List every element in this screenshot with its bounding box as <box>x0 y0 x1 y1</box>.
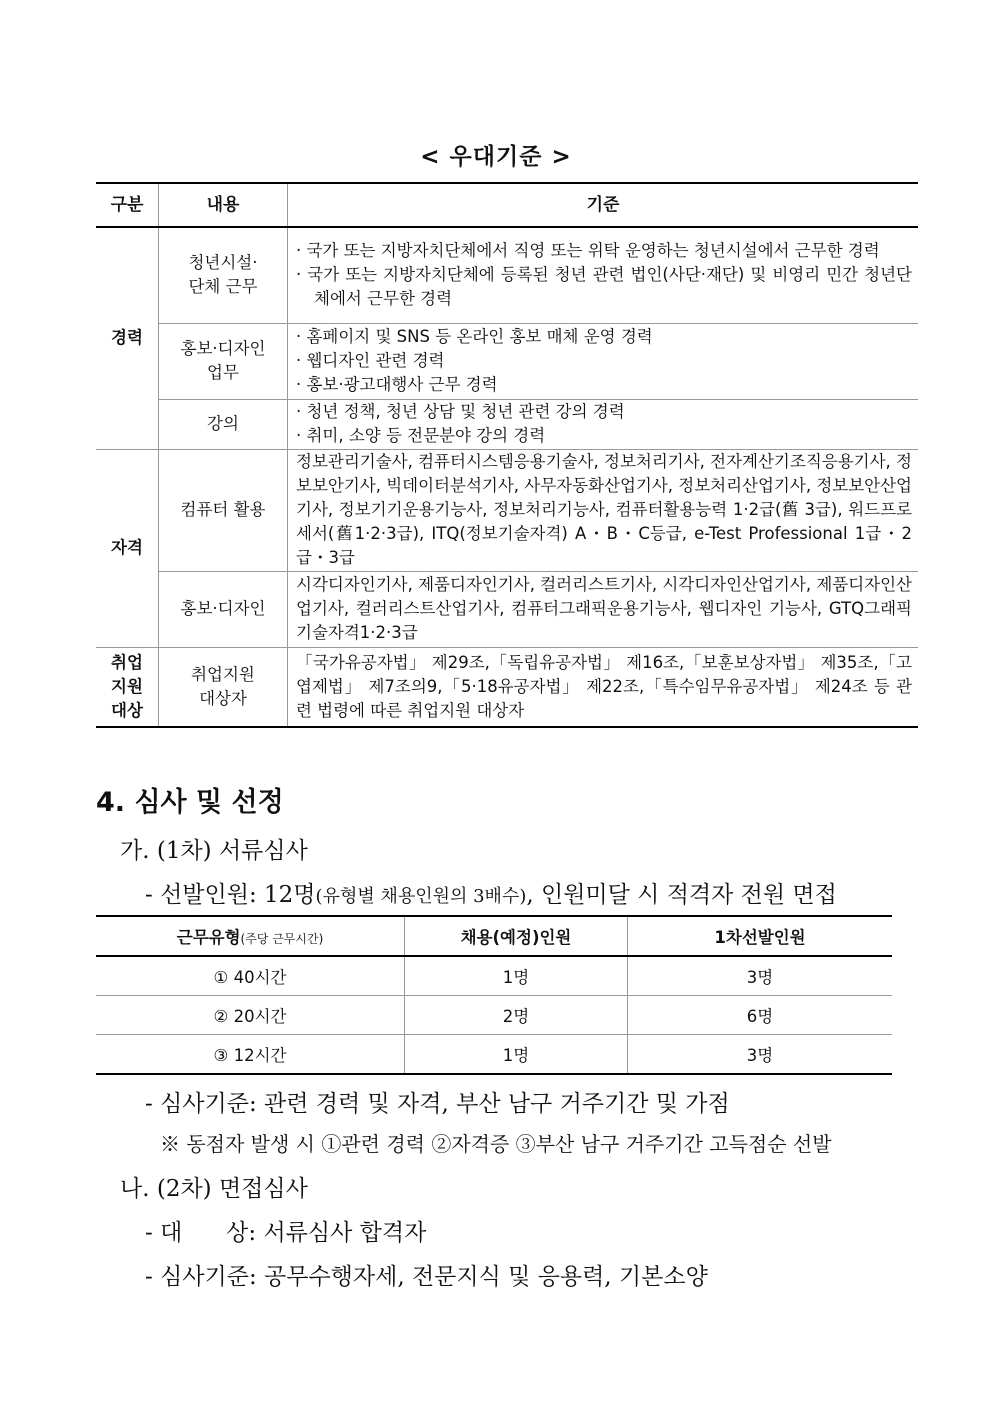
header-criteria: 기준 <box>288 183 919 227</box>
tie-break-note: ※ 동점자 발생 시 ①관련 경력 ②자격증 ③부산 남구 거주기간 고득점순 선발 <box>160 1132 832 1156</box>
header-work-type: 근무유형(주당 근무시간) <box>96 916 405 956</box>
criteria-item: · 청년 정책, 청년 상담 및 청년 관련 강의 경력 <box>296 402 625 421</box>
criteria-item: · 국가 또는 지방자치단체에 등록된 청년 관련 법인(사단·재단) 및 비영리 민간 청년단체에서 근무한 경력 <box>296 265 912 309</box>
table-row <box>96 647 918 727</box>
criteria-cell <box>288 399 919 449</box>
criteria-item: · 웹디자인 관련 경력 <box>296 351 445 370</box>
target-line: - 대 상: 서류심사 합격자 <box>145 1220 427 1246</box>
work-type-cell: ③ 12시간 <box>96 1035 405 1075</box>
header-content: 내용 <box>159 183 288 227</box>
table-row <box>96 1035 892 1075</box>
criteria-item: · 국가 또는 지방자치단체에서 직영 또는 위탁 운영하는 청년시설에서 근무한 경력 <box>296 241 880 261</box>
preference-table <box>96 182 918 728</box>
subcategory-cell: 취업지원 대상자 <box>159 647 288 727</box>
table-row <box>96 571 918 647</box>
table-header-row <box>96 183 918 227</box>
criteria-cell: 정보관리기술사, 컴퓨터시스템응용기술사, 정보처리기사, 전자계산기조직응용기사, 정보보안기사, 빅데이터분석기사, 사무자동화산업기사, 정보처리산업기사, 정보보안산업기사, 정보기기운용기능사, 정보처리기능사, 컴퓨터활용능력 1·2급(舊 3급), 워드프로세서(舊1·2·3급), ITQ(정보기술자격) A・B・C등급, e-Test Professional 1급・2급・3급 <box>288 449 919 571</box>
hire-count-cell: 1명 <box>405 1035 628 1075</box>
section-heading: 4. 심사 및 선정 <box>96 787 284 818</box>
category-career: 경력 <box>96 227 159 449</box>
table-row <box>96 227 918 323</box>
selection-rest: , 인원미달 시 적격자 전원 면접 <box>526 882 837 908</box>
page-title: < 우대기준 > <box>420 144 572 170</box>
subcategory-cell: 청년시설· 단체 근무 <box>159 227 288 323</box>
table-row <box>96 323 918 399</box>
criteria-cell <box>288 227 919 323</box>
header-category: 구분 <box>96 183 159 227</box>
subcategory-cell: 강의 <box>159 399 288 449</box>
hire-count-cell: 2명 <box>405 996 628 1035</box>
selection-count-line <box>145 876 837 909</box>
criteria-item: · 취미, 소양 등 전문분야 강의 경력 <box>296 426 546 445</box>
work-type-cell: ② 20시간 <box>96 996 405 1035</box>
category-employment: 취업 지원 대상 <box>96 647 159 727</box>
subcategory-cell: 홍보·디자인 <box>159 571 288 647</box>
hire-count-cell: 1명 <box>405 956 628 996</box>
criteria-item: · 홈페이지 및 SNS 등 온라인 홍보 매체 운영 경력 <box>296 327 653 346</box>
criteria-item: · 홍보·광고대행사 근무 경력 <box>296 375 498 394</box>
table-row <box>96 996 892 1035</box>
selection-table <box>96 915 892 1075</box>
table-row <box>96 399 918 449</box>
header-hire-count: 채용(예정)인원 <box>405 916 628 956</box>
first-selection-cell: 3명 <box>628 956 893 996</box>
table-row <box>96 956 892 996</box>
criteria-line: - 심사기준: 관련 경력 및 자격, 부산 남구 거주기간 및 가점 <box>145 1091 730 1117</box>
criteria-cell: 시각디자인기사, 제품디자인기사, 컬러리스트기사, 시각디자인산업기사, 제품디자인산업기사, 컬러리스트산업기사, 컴퓨터그래픽운용기능사, 웹디자인 기능사, GTQ그래픽기술자격1·2·3급 <box>288 571 919 647</box>
work-type-cell: ① 40시간 <box>96 956 405 996</box>
subsection-na: 나. (2차) 면접심사 <box>120 1176 308 1202</box>
first-selection-cell: 6명 <box>628 996 893 1035</box>
criteria-cell <box>288 323 919 399</box>
interview-criteria-line: - 심사기준: 공무수행자세, 전문지식 및 응용력, 기본소양 <box>145 1264 708 1290</box>
selection-label: - 선발인원: <box>145 882 257 908</box>
table-row <box>96 449 918 571</box>
first-selection-cell: 3명 <box>628 1035 893 1075</box>
subsection-ga: 가. (1차) 서류심사 <box>120 838 308 864</box>
header-first-selection: 1차선발인원 <box>628 916 893 956</box>
selection-count: 12명 <box>264 882 316 908</box>
subcategory-cell: 홍보·디자인 업무 <box>159 323 288 399</box>
subcategory-cell: 컴퓨터 활용 <box>159 449 288 571</box>
selection-count-note: (유형별 채용인원의 3배수) <box>315 886 527 907</box>
category-qualification: 자격 <box>96 449 159 647</box>
criteria-cell: 「국가유공자법」 제29조,「독립유공자법」 제16조,「보훈보상자법」 제35조,「고엽제법」 제7조의9,「5·18유공자법」 제22조,「특수임무유공자법」 제24조 등 관련 법령에 따른 취업지원 대상자 <box>288 647 919 727</box>
table-header-row <box>96 916 892 956</box>
